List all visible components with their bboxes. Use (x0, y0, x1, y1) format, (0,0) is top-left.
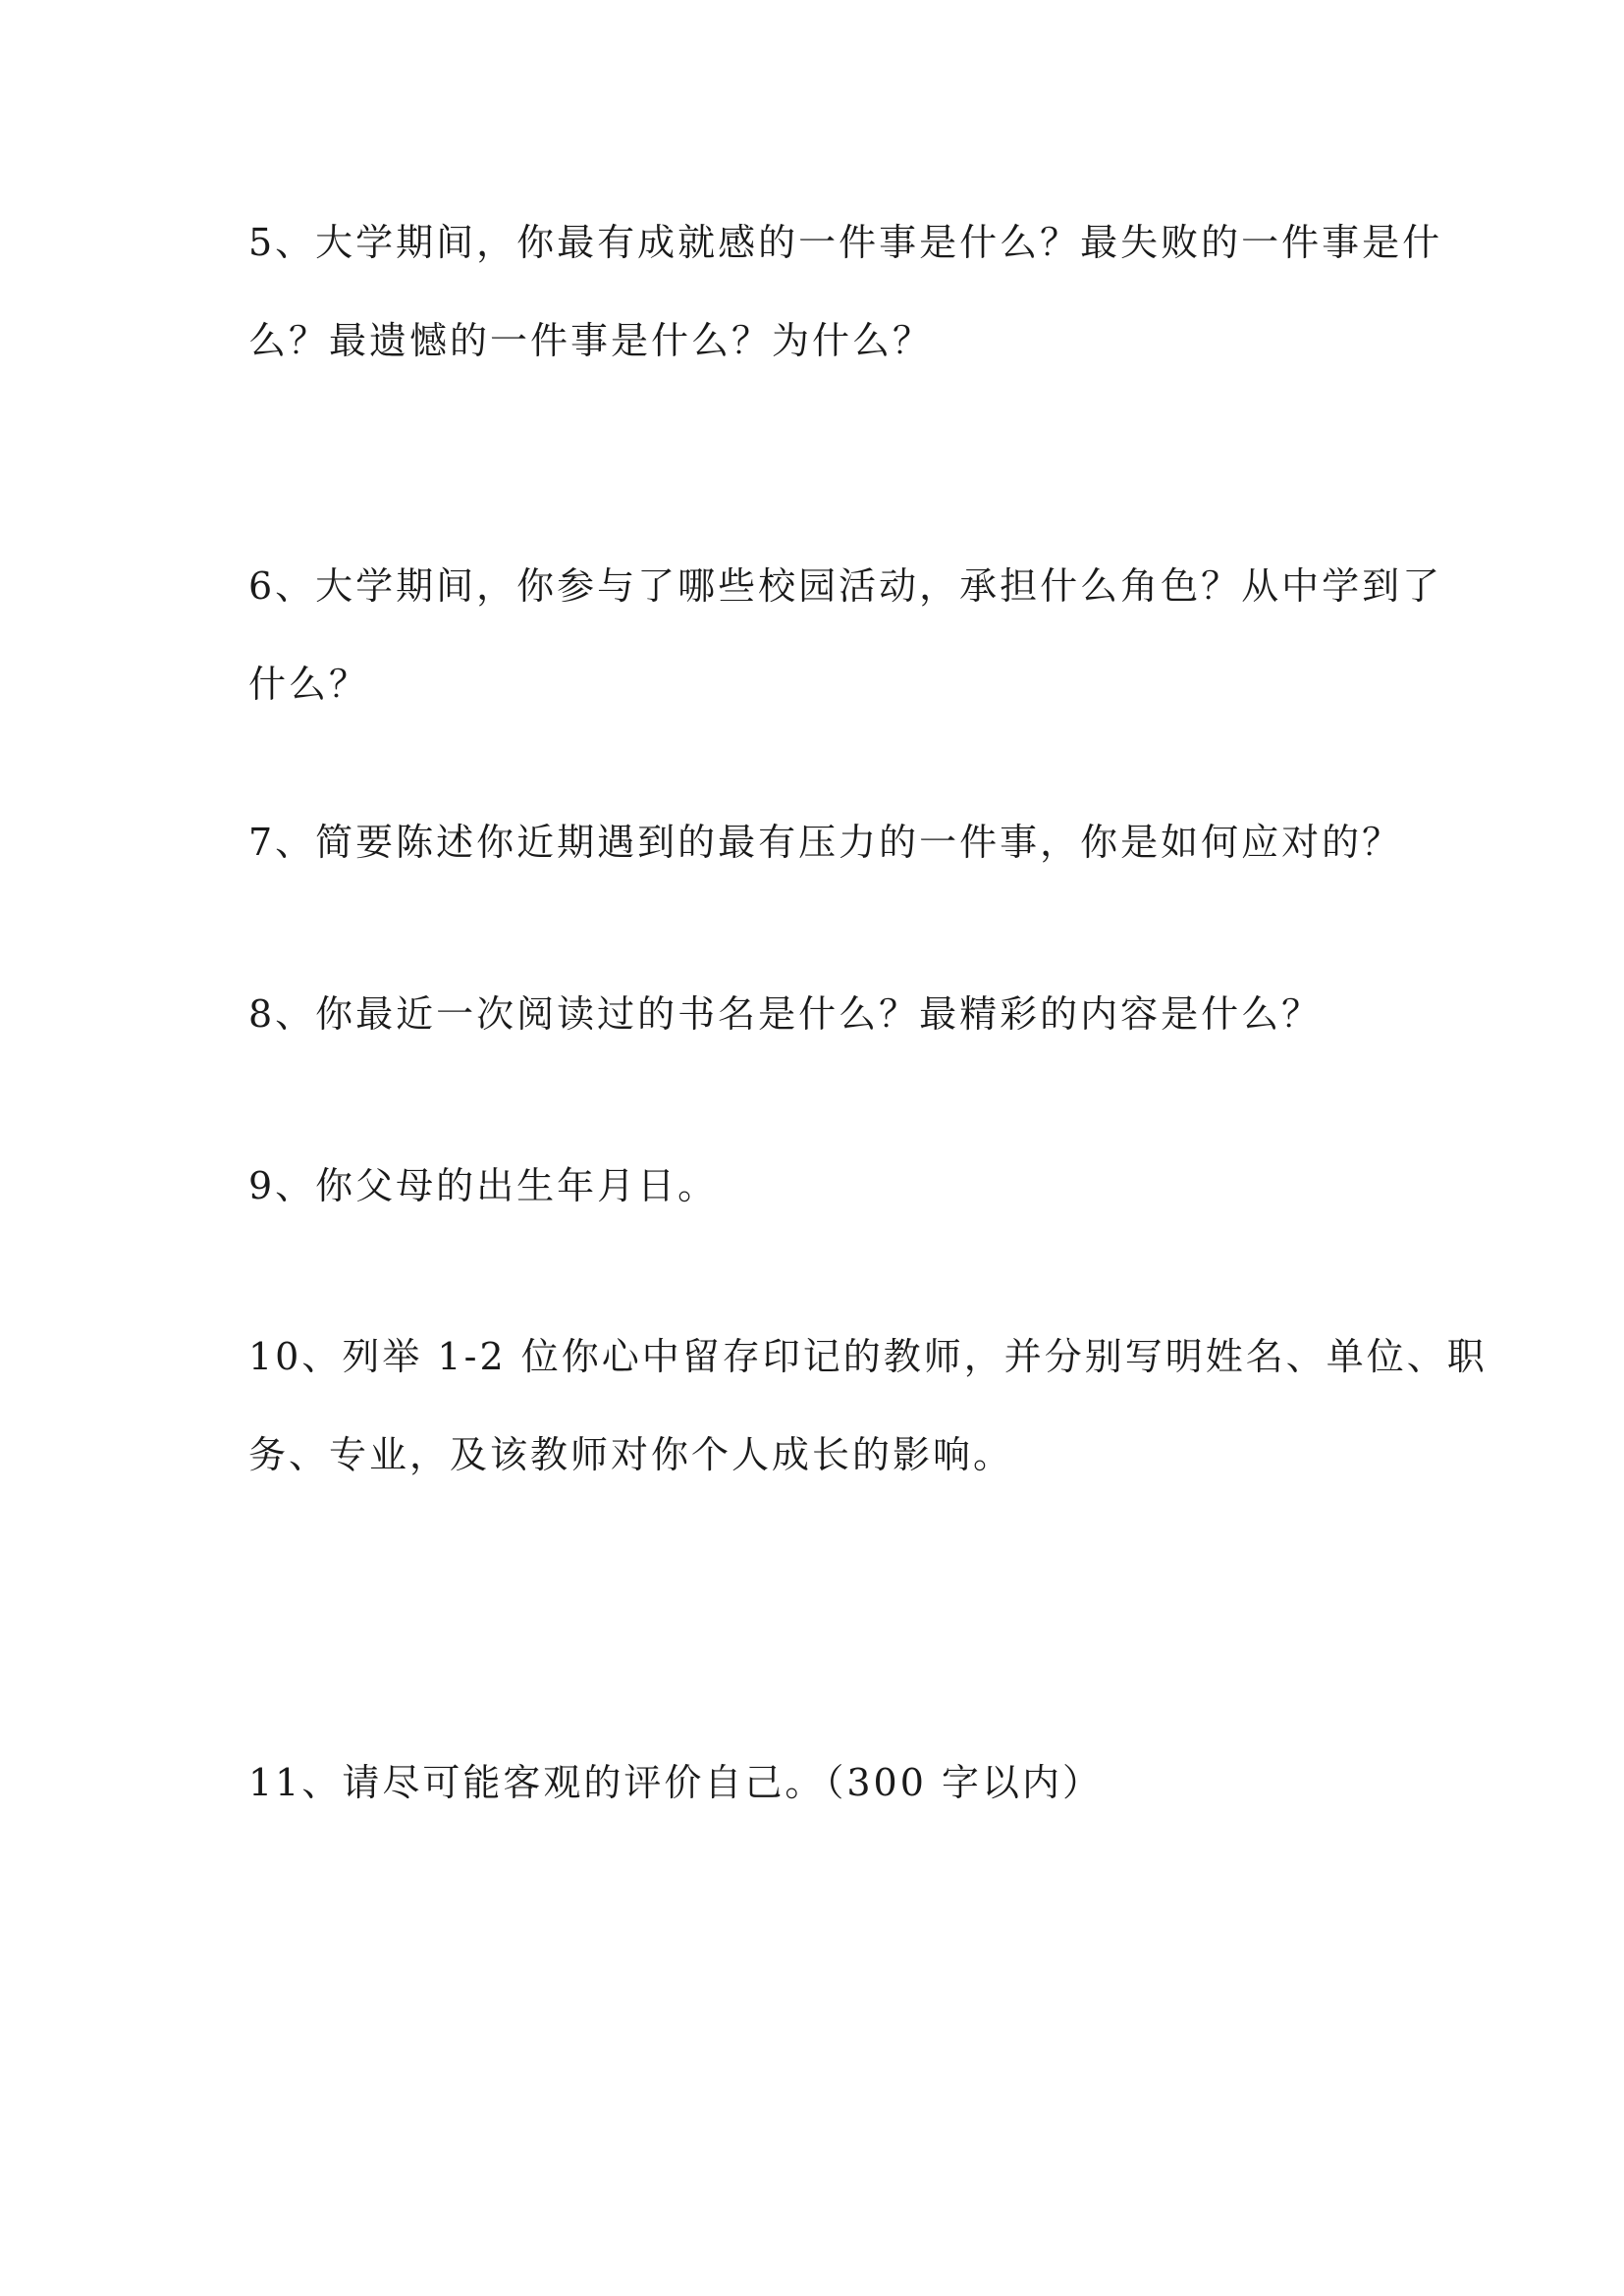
question-6 (248, 537, 1443, 733)
question-10-line-2: 务、专业，及该教师对你个人成长的影响。 (248, 1433, 1014, 1476)
question-9 (248, 1137, 1387, 1235)
question-7 (248, 793, 1403, 891)
question-6-line-1: 6、大学期间，你参与了哪些校园活动，承担什么角色？从中学到了 (248, 564, 1443, 608)
question-11 (248, 1734, 1387, 1832)
question-8 (248, 965, 1387, 1063)
question-10-line-1: 10、列举 1-2 位你心中留存印记的教师，并分别写明姓名、单位、职 (248, 1335, 1488, 1378)
question-8-line-1: 8、你最近一次阅读过的书名是什么？最精彩的内容是什么？ (248, 992, 1323, 1036)
question-10 (248, 1308, 1488, 1504)
question-7-line-1: 7、简要陈述你近期遇到的最有压力的一件事，你是如何应对的？ (248, 821, 1403, 864)
question-6-line-2: 什么？ (248, 663, 370, 706)
question-11-line-1: 11、请尽可能客观的评价自己。（300 字以内） (248, 1761, 1103, 1804)
question-9-line-1: 9、你父母的出生年月日。 (248, 1164, 719, 1207)
question-5 (248, 193, 1443, 390)
question-5-line-2: 么？最遗憾的一件事是什么？为什么？ (248, 319, 934, 362)
question-5-line-1: 5、大学期间，你最有成就感的一件事是什么？最失败的一件事是什 (248, 221, 1443, 264)
